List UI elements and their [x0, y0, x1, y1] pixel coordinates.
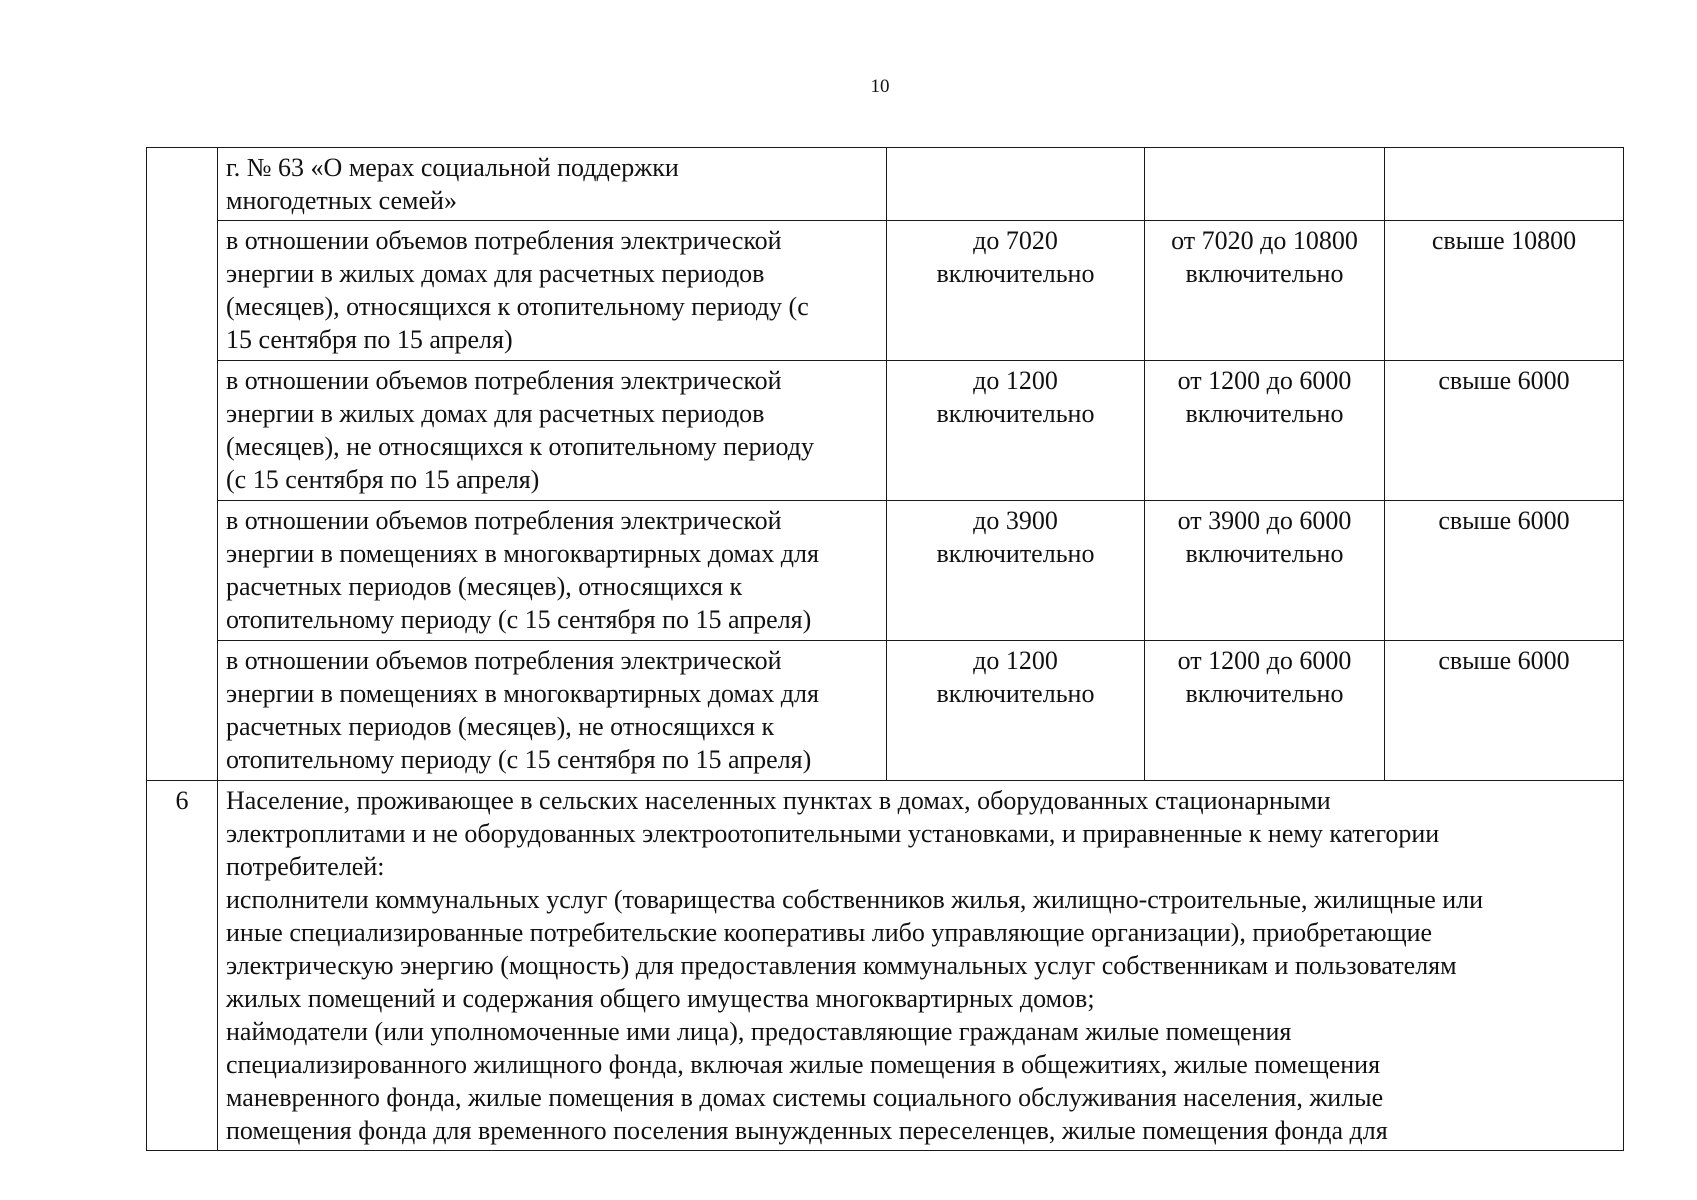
range2-cell	[1145, 361, 1385, 501]
text-line: маневренного фонда, жилые помещения в домах системы социального обслуживания населения, жилые	[226, 1083, 1384, 1112]
text-line: жилых помещений и содержания общего имущества многоквартирных домов;	[226, 984, 1095, 1013]
table-row	[147, 221, 1624, 361]
text-line: специализированного жилищного фонда, включая жилые помещения в общежитиях, жилые помещения	[226, 1050, 1381, 1079]
row-number-cell: 6	[147, 781, 218, 1151]
tariff-table	[146, 147, 1624, 1151]
range3-cell	[1385, 148, 1624, 221]
text-line: 15 сентября по 15 апреля)	[226, 325, 513, 354]
range3-value: свыше 10800	[1431, 226, 1577, 255]
range1-qualifier: включительно	[936, 259, 1095, 288]
range2-cell	[1145, 221, 1385, 361]
description-cell	[218, 148, 887, 221]
text-line: иные специализированные потребительские кооперативы либо управляющие организации), приобретающие	[226, 918, 1433, 947]
text-line: в отношении объемов потребления электрической	[226, 506, 782, 535]
range2-cell	[1145, 148, 1385, 221]
text-line: наймодатели (или уполномоченные ими лица), предоставляющие гражданам жилые помещения	[226, 1017, 1292, 1046]
text-line: потребителей:	[226, 852, 385, 881]
range1-cell	[887, 641, 1145, 781]
text-line: энергии в жилых домах для расчетных периодов	[226, 259, 765, 288]
text-line: в отношении объемов потребления электрической	[226, 226, 782, 255]
range2-value: от 1200 до 6000	[1177, 366, 1352, 395]
range3-cell	[1385, 221, 1624, 361]
description-cell	[218, 501, 887, 641]
range2-cell	[1145, 641, 1385, 781]
range1-value: до 7020	[973, 226, 1058, 255]
text-line: в отношении объемов потребления электрической	[226, 646, 782, 675]
text-line: энергии в жилых домах для расчетных периодов	[226, 399, 765, 428]
range2-value: от 1200 до 6000	[1177, 646, 1352, 675]
page-number: 10	[870, 76, 890, 97]
range1-value: до 1200	[973, 646, 1058, 675]
range2-value: от 7020 до 10800	[1171, 226, 1358, 255]
text-line: (месяцев), относящихся к отопительному периоду (с	[226, 292, 809, 321]
text-line: помещения фонда для временного поселения вынужденных переселенцев, жилые помещения фонда для	[226, 1116, 1388, 1145]
range3-cell	[1385, 641, 1624, 781]
text-line: энергии в помещениях в многоквартирных домах для	[226, 539, 819, 568]
text-line: электрическую энергию (мощность) для предоставления коммунальных услуг собственникам и пользователям	[226, 951, 1457, 980]
table-row	[147, 361, 1624, 501]
description-cell	[218, 641, 887, 781]
range1-cell	[887, 221, 1145, 361]
range1-cell	[887, 361, 1145, 501]
text-line: энергии в помещениях в многоквартирных домах для	[226, 679, 819, 708]
range1-qualifier: включительно	[936, 399, 1095, 428]
text-line: в отношении объемов потребления электрической	[226, 366, 782, 395]
text-line: расчетных периодов (месяцев), относящихся к	[226, 572, 743, 601]
text-line: Население, проживающее в сельских населенных пунктах в домах, оборудованных стационарными	[226, 786, 1331, 815]
range1-cell	[887, 148, 1145, 221]
table-row	[147, 501, 1624, 641]
range2-value: от 3900 до 6000	[1177, 506, 1352, 535]
description-cell	[218, 361, 887, 501]
table-row	[147, 641, 1624, 781]
range2-qualifier: включительно	[1185, 399, 1344, 428]
text-line: отопительному периоду (с 15 сентября по 15 апреля)	[226, 605, 812, 634]
text-line: (месяцев), не относящихся к отопительному периоду	[226, 432, 814, 461]
text-line: (с 15 сентября по 15 апреля)	[226, 465, 540, 494]
range3-value: свыше 6000	[1438, 366, 1570, 395]
range2-qualifier: включительно	[1185, 259, 1344, 288]
text-line: многодетных семей»	[226, 186, 457, 215]
text-line: исполнители коммунальных услуг (товарищества собственников жилья, жилищно-строительные, жилищные или	[226, 885, 1484, 914]
range3-cell	[1385, 501, 1624, 641]
text-line: расчетных периодов (месяцев), не относящихся к	[226, 712, 775, 741]
table-row-intro	[147, 148, 1624, 221]
range3-cell	[1385, 361, 1624, 501]
range3-value: свыше 6000	[1438, 506, 1570, 535]
text-line: электроплитами и не оборудованных электроотопительными установками, и приравненные к нему категории	[226, 819, 1440, 848]
row-number-cell-empty	[147, 148, 218, 781]
table-row-section-6	[147, 781, 1624, 1151]
range2-cell	[1145, 501, 1385, 641]
range1-qualifier: включительно	[936, 539, 1095, 568]
range1-qualifier: включительно	[936, 679, 1095, 708]
range1-value: до 3900	[973, 506, 1058, 535]
range1-value: до 1200	[973, 366, 1058, 395]
description-cell	[218, 221, 887, 361]
range3-value: свыше 6000	[1438, 646, 1570, 675]
text-line: г. № 63 «О мерах социальной поддержки	[226, 153, 679, 182]
text-line: отопительному периоду (с 15 сентября по 15 апреля)	[226, 745, 812, 774]
range2-qualifier: включительно	[1185, 539, 1344, 568]
section-description-cell	[218, 781, 1624, 1151]
range2-qualifier: включительно	[1185, 679, 1344, 708]
range1-cell	[887, 501, 1145, 641]
